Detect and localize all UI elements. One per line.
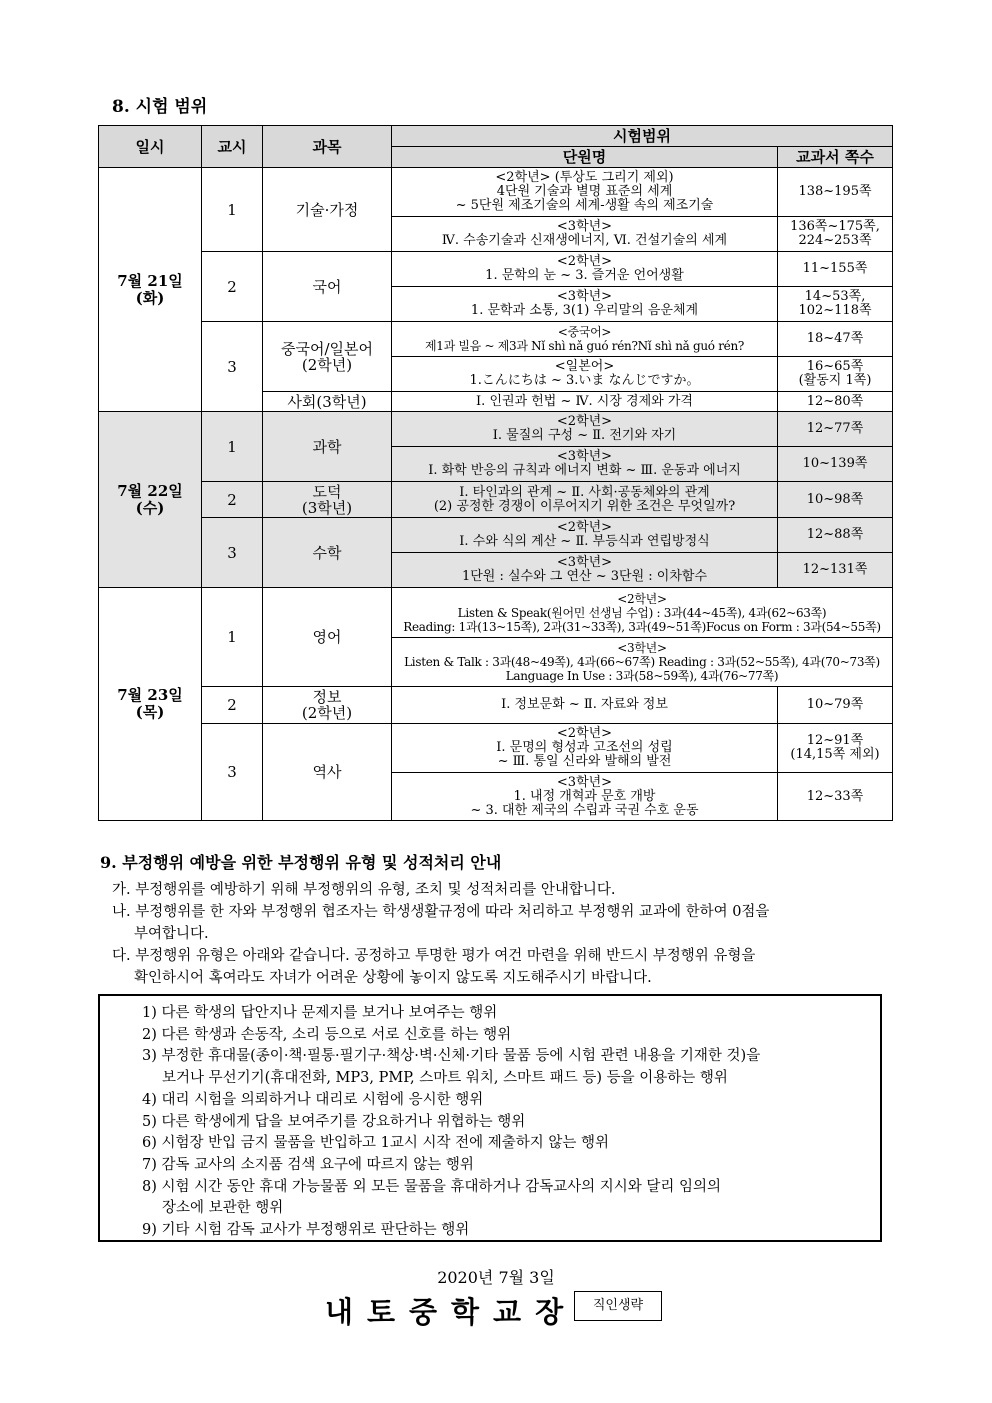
date-cell: 7월 21일 (화)	[99, 168, 202, 412]
list-item: 9) 기타 시험 감독 교사가 부정행위로 판단하는 행위	[142, 1222, 470, 1239]
pages-cell: 138~195쪽	[778, 168, 893, 217]
unit-cell: Ⅰ. 정보문화 ~ Ⅱ. 자료와 정보	[392, 687, 778, 724]
pages-cell: 12~131쪽	[778, 553, 893, 588]
unit-cell: <3학년> 1. 문학과 소통, 3(1) 우리말의 음운체계	[392, 287, 778, 322]
list-item: 2) 다른 학생과 손동작, 소리 등으로 서로 신호를 하는 행위	[142, 1026, 512, 1043]
exam-schedule-table	[98, 125, 893, 821]
unit-cell: <2학년> Ⅰ. 수와 식의 계산 ~ Ⅱ. 부등식과 연립방정식	[392, 518, 778, 553]
pages-cell: 10~79쪽	[778, 687, 893, 724]
subject-cell: 국어	[263, 252, 392, 322]
header-period: 교시	[202, 126, 263, 168]
pages-cell: 136쪽~175쪽, 224~253쪽	[778, 217, 893, 252]
list-item: 6) 시험장 반입 금지 물품을 반입하고 1교시 시작 전에 제출하지 않는 행위	[142, 1135, 610, 1152]
pages-cell: 16~65쪽 (활동지 1쪽)	[778, 357, 893, 392]
section-8-title: 8. 시험 범위	[112, 97, 208, 117]
unit-cell: <중국어> 제1과 빌음 ~ 제3과 Nǐ shì nǎ guó rén?Nǐ shì nǎ guó rén?	[392, 322, 778, 357]
subject-cell: 영어	[263, 588, 392, 687]
subject-cell: 사회(3학년)	[263, 392, 392, 412]
subject-cell: 기술·가정	[263, 168, 392, 252]
period-cell: 2	[202, 482, 263, 518]
pages-cell: 18~47쪽	[778, 322, 893, 357]
subject-cell: 도덕 (3학년)	[263, 482, 392, 518]
list-item: 8) 시험 시간 동안 휴대 가능물품 외 모든 물품을 휴대하거나 감독교사의 지시와 달리 임의의	[142, 1178, 722, 1195]
pages-cell: 14~53쪽, 102~118쪽	[778, 287, 893, 322]
unit-cell: <일본어> 1.こんにちは ~ 3.いま なんじですか。	[392, 357, 778, 392]
unit-cell: <2학년> 1. 문학의 눈 ~ 3. 즐거운 언어생활	[392, 252, 778, 287]
stamp-omitted: 직인생략	[574, 1291, 662, 1321]
list-item: 5) 다른 학생에게 답을 보여주기를 강요하거나 위협하는 행위	[142, 1113, 526, 1130]
unit-cell: <2학년> (투상도 그리기 제외) 4단원 기술과 별명 표준의 세계 ~ 5단원 제조기술의 세계-생활 속의 제조기술	[392, 168, 778, 217]
header-scope: 시험범위	[392, 126, 893, 147]
pages-cell: 12~77쪽	[778, 412, 893, 447]
unit-cell: <2학년> Ⅰ. 문명의 형성과 고조선의 성립 ~ Ⅲ. 통일 신라와 발해의 발전	[392, 724, 778, 773]
subject-cell: 역사	[263, 724, 392, 821]
pages-cell: 10~139쪽	[778, 447, 893, 482]
unit-cell: <3학년> Ⅰ. 화학 반응의 규칙과 에너지 변화 ~ Ⅲ. 운동과 에너지	[392, 447, 778, 482]
pages-cell: 12~80쪽	[778, 392, 893, 412]
unit-cell: <2학년> Listen & Speak(원어민 선생님 수업) : 3과(44~45쪽), 4과(62~63쪽) Reading: 1과(13~15쪽), 2과(31~33쪽), 3과(49~51쪽)Focus on Form : 3과(54~55쪽)	[392, 588, 893, 638]
school-name: 내토중학교장	[325, 1295, 578, 1329]
period-cell: 3	[202, 322, 263, 412]
header-subject: 과목	[263, 126, 392, 168]
subject-cell: 정보 (2학년)	[263, 687, 392, 724]
unit-cell: <2학년> Ⅰ. 물질의 구성 ~ Ⅱ. 전기와 자기	[392, 412, 778, 447]
period-cell: 2	[202, 687, 263, 724]
unit-cell: Ⅰ. 타인과의 관계 ~ Ⅱ. 사회·공동체와의 관계 (2) 공정한 경쟁이 이루어지기 위한 조건은 무엇일까?	[392, 482, 778, 518]
period-cell: 1	[202, 412, 263, 482]
unit-cell: <3학년> Listen & Talk : 3과(48~49쪽), 4과(66~67쪽) Reading : 3과(52~55쪽), 4과(70~73쪽) Language In Use : 3과(58~59쪽), 4과(76~77쪽)	[392, 638, 893, 687]
header-date: 일시	[99, 126, 202, 168]
list-item: 7) 감독 교사의 소지품 검색 요구에 따르지 않는 행위	[142, 1156, 474, 1173]
unit-cell: <3학년> 1. 내정 개혁과 문호 개방 ~ 3. 대한 제국의 수립과 국권 수호 운동	[392, 773, 778, 821]
list-item: 장소에 보관한 행위	[162, 1200, 284, 1217]
period-cell: 3	[202, 724, 263, 821]
unit-cell: <3학년> 1단원 : 실수와 그 연산 ~ 3단원 : 이차함수	[392, 553, 778, 588]
list-item: 3) 부정한 휴대물(종이·책·필통·필기구·책상·벽·신체·기타 물품 등에 시험 관련 내용을 기재한 것)을	[142, 1048, 761, 1065]
list-item: 1) 다른 학생의 답안지나 문제지를 보거나 보여주는 행위	[142, 1005, 498, 1021]
pages-cell: 12~33쪽	[778, 773, 893, 821]
section-9-title: 9. 부정행위 예방을 위한 부정행위 유형 및 성적처리 안내	[100, 853, 502, 872]
issue-date: 2020년 7월 3일	[437, 1268, 555, 1287]
period-cell: 1	[202, 588, 263, 687]
unit-cell: Ⅰ. 인권과 헌법 ~ Ⅳ. 시장 경제와 가격	[392, 392, 778, 412]
subject-cell: 중국어/일본어 (2학년)	[263, 322, 392, 392]
pages-cell: 10~98쪽	[778, 482, 893, 518]
subject-cell: 과학	[263, 412, 392, 482]
period-cell: 3	[202, 518, 263, 588]
date-cell: 7월 23일 (목)	[99, 588, 202, 821]
pages-cell: 11~155쪽	[778, 252, 893, 287]
header-unit: 단원명	[392, 147, 778, 168]
pages-cell: 12~91쪽 (14,15쪽 제외)	[778, 724, 893, 773]
notice-na: 나. 부정행위를 한 자와 부정행위 협조자는 학생생활규정에 따라 처리하고 부정행위 교과에 한하여 0점을 부여합니다.	[112, 904, 770, 942]
pages-cell: 12~88쪽	[778, 518, 893, 553]
period-cell: 1	[202, 168, 263, 252]
subject-cell: 수학	[263, 518, 392, 588]
list-item: 4) 대리 시험을 의뢰하거나 대리로 시험에 응시한 행위	[142, 1091, 484, 1108]
cheating-types-box	[98, 994, 882, 1242]
notice-da: 다. 부정행위 유형은 아래와 같습니다. 공정하고 투명한 평가 여건 마련을 위해 반드시 부정행위 유형을 확인하시어 혹여라도 자녀가 어려운 상황에 놓이지 않도록 지도해주시기 바랍니다.	[112, 948, 756, 986]
notice-ga: 가. 부정행위를 예방하기 위해 부정행위의 유형, 조치 및 성적처리를 안내합니다.	[112, 882, 616, 898]
list-item: 보거나 무선기기(휴대전화, MP3, PMP, 스마트 워치, 스마트 패드 등) 등을 이용하는 행위	[162, 1070, 728, 1087]
date-cell: 7월 22일 (수)	[99, 412, 202, 588]
header-pages: 교과서 쪽수	[778, 147, 893, 168]
period-cell: 2	[202, 252, 263, 322]
unit-cell: <3학년> Ⅳ. 수송기술과 신재생에너지, Ⅵ. 건설기술의 세계	[392, 217, 778, 252]
